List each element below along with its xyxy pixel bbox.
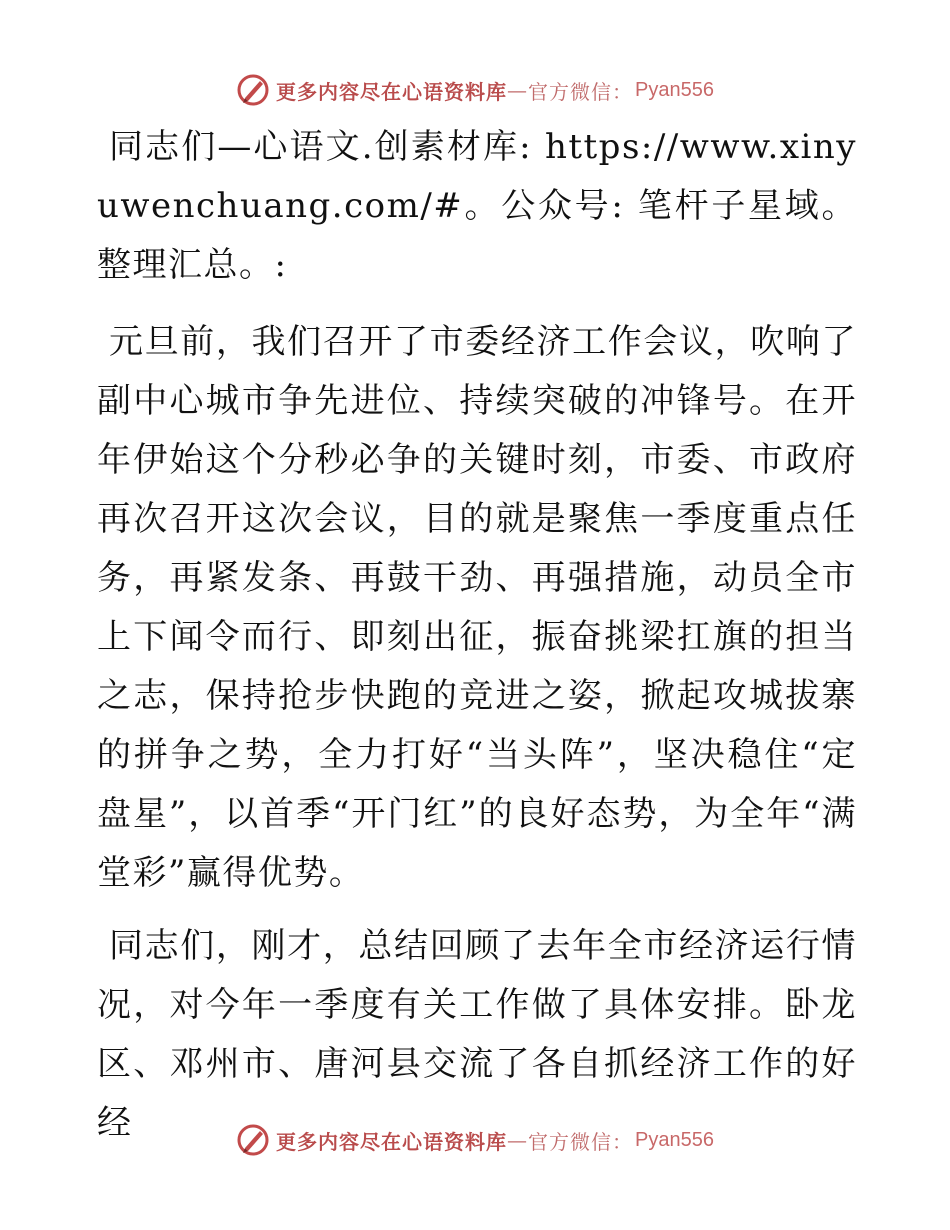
banner-wechat-id: Pyan556 — [635, 78, 714, 101]
banner-dash: — — [507, 78, 529, 102]
pen-circle-logo-icon — [236, 1123, 270, 1157]
banner-dash: — — [507, 1128, 529, 1152]
document-body — [97, 118, 857, 1167]
banner-main-text: 更多内容尽在心语资料库 — [276, 1129, 508, 1154]
paragraph: 同志们—心语文.创素材库: https://www.xinyuwenchuang.com/#。公众号: 笔杆子星域。整理汇总。: — [97, 127, 857, 285]
banner-wechat-id: Pyan556 — [635, 1128, 714, 1151]
header-watermark-banner — [0, 70, 950, 110]
banner-sub-text: 官方微信： — [528, 1129, 634, 1154]
footer-watermark-banner — [0, 1120, 950, 1160]
banner-sub-text: 官方微信： — [528, 79, 634, 104]
pen-circle-logo-icon — [236, 73, 270, 107]
paragraph: 元旦前，我们召开了市委经济工作会议，吹响了副中心城市争先进位、持续突破的冲锋号。在开年伊始这个分秒必争的关键时刻，市委、市政府再次召开这次会议，目的就是聚焦一季度重点任务，再紧发条、再鼓干劲、再强措施，动员全市上下闻令而行、即刻出征，振奋挑梁扛旗的担当之志，保持抢步快跑的竞进之姿，掀起攻城拔寨的拼争之势，全力打好“当头阵”，坚决稳住“定盘星”，以首季“开门红”的良好态势，为全年“满堂彩”赢得优势。 — [97, 322, 857, 893]
banner-main-text: 更多内容尽在心语资料库 — [276, 79, 508, 104]
paragraph: 同志们，刚才，总结回顾了去年全市经济运行情况，对今年一季度有关工作做了具体安排。卧龙区、邓州市、唐河县交流了各自抓经济工作的好经 — [97, 926, 857, 1143]
